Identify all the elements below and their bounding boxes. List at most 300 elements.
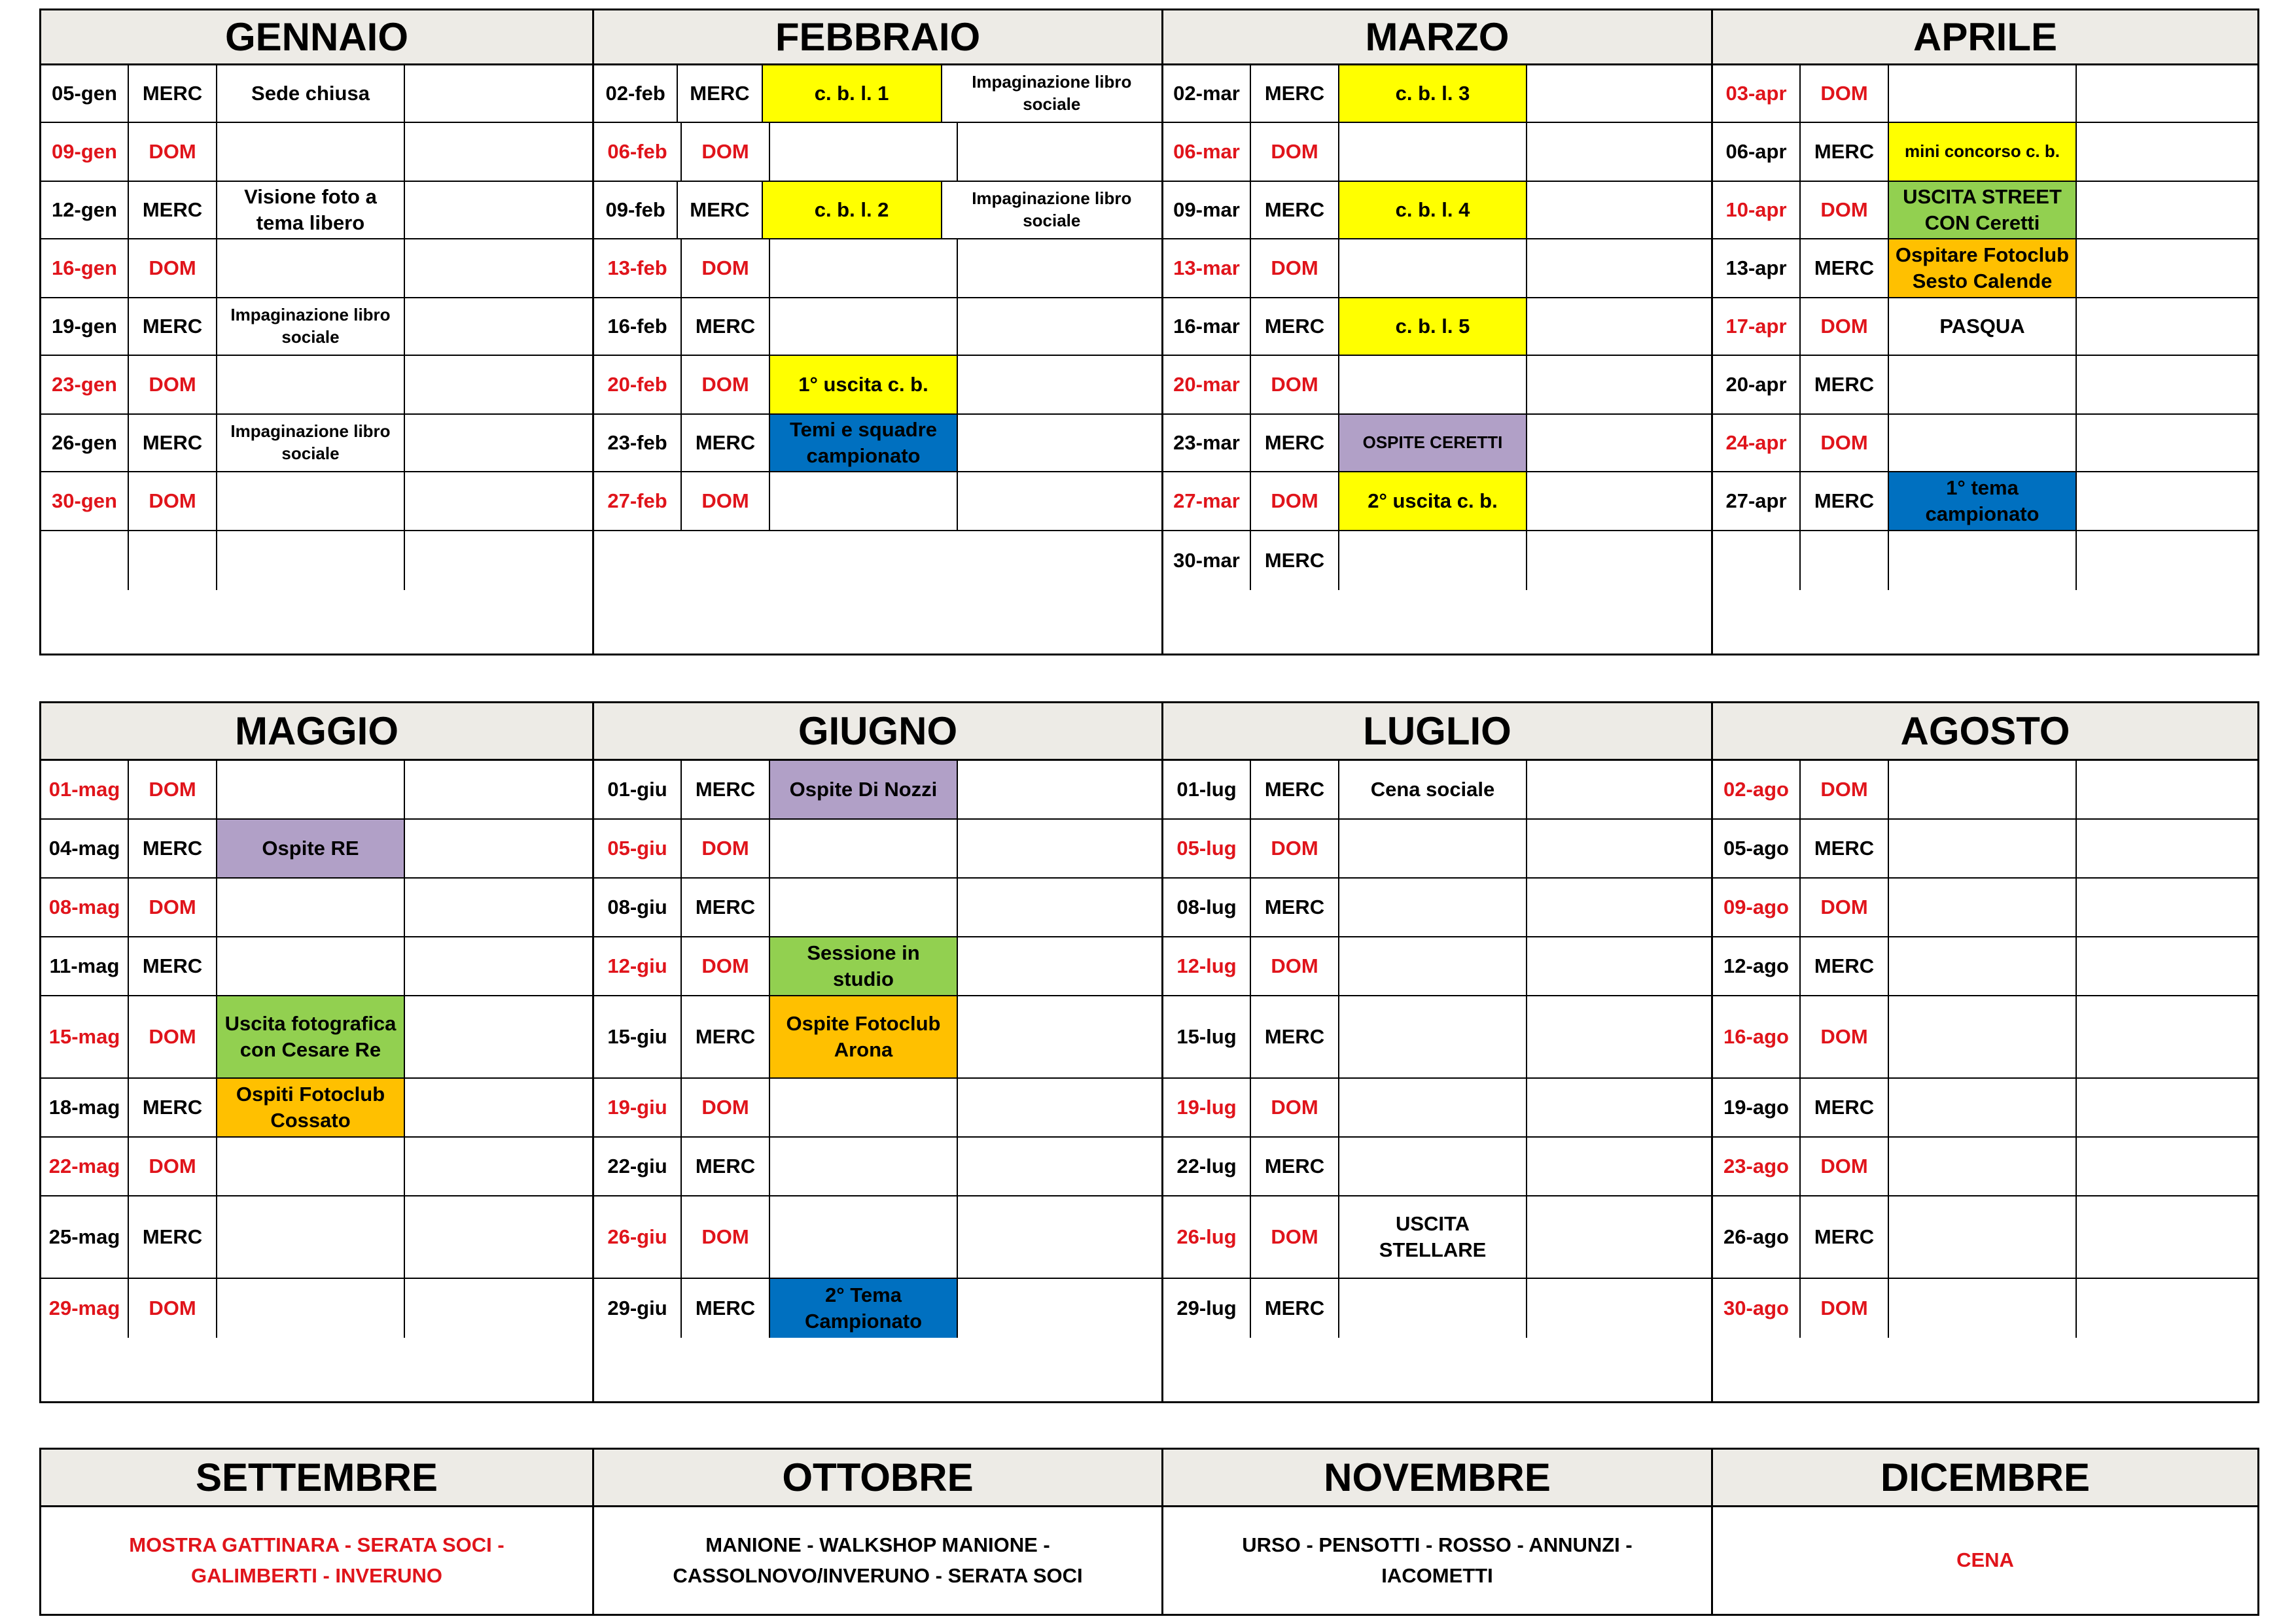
day-row <box>1713 879 2257 937</box>
weekday-cell: MERC <box>682 298 770 355</box>
day-row <box>41 1079 592 1138</box>
calendar-band-may-aug <box>39 701 2259 1403</box>
notes-cell <box>2077 123 2257 181</box>
day-row <box>1163 182 1711 239</box>
notes-cell <box>2077 65 2257 122</box>
notes-cell <box>405 239 592 297</box>
day-row <box>41 820 592 879</box>
event-cell <box>217 1138 405 1195</box>
date-cell: 02-mar <box>1163 65 1251 122</box>
event-cell: Visione foto a tema libero <box>217 182 405 238</box>
month-title: AGOSTO <box>1713 703 2257 761</box>
event-cell: 1° tema campionato <box>1889 472 2077 530</box>
notes-cell <box>1527 65 1711 122</box>
notes-cell <box>405 820 592 877</box>
day-row <box>594 1138 1161 1196</box>
notes-cell <box>1527 298 1711 355</box>
notes-cell <box>958 879 1161 936</box>
notes-cell <box>958 820 1161 877</box>
date-cell: 30-mar <box>1163 531 1251 590</box>
notes-cell <box>405 182 592 238</box>
month-title: GENNAIO <box>41 10 592 65</box>
event-cell <box>217 123 405 181</box>
event-cell: PASQUA <box>1889 298 2077 355</box>
weekday-cell: DOM <box>682 123 770 181</box>
day-row <box>1713 239 2257 298</box>
month-title: APRILE <box>1713 10 2257 65</box>
notes-cell <box>405 356 592 413</box>
weekday-cell: DOM <box>682 1079 770 1136</box>
notes-cell <box>405 472 592 530</box>
date-cell: 29-giu <box>594 1279 682 1338</box>
day-row <box>1163 239 1711 298</box>
date-cell: 16-gen <box>41 239 129 297</box>
date-cell: 23-gen <box>41 356 129 413</box>
weekday-cell: MERC <box>682 761 770 818</box>
notes-cell <box>405 1196 592 1278</box>
month-gennaio <box>41 10 594 654</box>
weekday-cell: DOM <box>129 239 217 297</box>
date-cell: 16-ago <box>1713 996 1801 1077</box>
day-row <box>594 239 1161 298</box>
day-row <box>41 879 592 937</box>
weekday-cell: DOM <box>129 1279 217 1338</box>
date-cell: 19-ago <box>1713 1079 1801 1136</box>
month-rows <box>1163 65 1711 654</box>
notes-cell <box>2077 1079 2257 1136</box>
notes-cell <box>958 761 1161 818</box>
weekday-cell: DOM <box>1251 239 1339 297</box>
day-row <box>1163 472 1711 531</box>
month-febbraio <box>594 10 1163 654</box>
weekday-cell: DOM <box>1251 820 1339 877</box>
event-cell <box>217 937 405 995</box>
date-cell: 27-apr <box>1713 472 1801 530</box>
notes-cell <box>2077 1196 2257 1278</box>
day-row <box>1713 937 2257 996</box>
date-cell: 25-mag <box>41 1196 129 1278</box>
date-cell: 15-lug <box>1163 996 1251 1077</box>
date-cell: 06-feb <box>594 123 682 181</box>
event-cell <box>1339 1279 1527 1338</box>
event-cell <box>770 1196 958 1278</box>
date-cell: 06-apr <box>1713 123 1801 181</box>
date-cell: 06-mar <box>1163 123 1251 181</box>
date-cell: 19-lug <box>1163 1079 1251 1136</box>
date-cell: 01-mag <box>41 761 129 818</box>
weekday-cell: MERC <box>1801 1079 1889 1136</box>
day-row <box>1163 937 1711 996</box>
notes-cell <box>405 761 592 818</box>
notes-cell <box>405 1138 592 1195</box>
event-cell <box>1889 65 2077 122</box>
month-luglio <box>1163 703 1713 1401</box>
date-cell: 12-lug <box>1163 937 1251 995</box>
date-cell: 02-feb <box>594 65 678 122</box>
weekday-cell: MERC <box>129 1079 217 1136</box>
weekday-cell <box>129 531 217 590</box>
date-cell: 12-giu <box>594 937 682 995</box>
event-cell: Impaginazione libro sociale <box>217 415 405 471</box>
month-aprile <box>1713 10 2257 654</box>
day-row <box>41 472 592 531</box>
notes-cell <box>958 472 1161 530</box>
notes-cell <box>2077 879 2257 936</box>
date-cell: 11-mag <box>41 937 129 995</box>
day-row <box>1163 1079 1711 1138</box>
month-notes: URSO - PENSOTTI - ROSSO - ANNUNZI - IACOMETTI <box>1242 1533 1633 1587</box>
notes-cell <box>405 996 592 1077</box>
day-row <box>1163 879 1711 937</box>
weekday-cell: DOM <box>129 123 217 181</box>
weekday-cell: MERC <box>1251 996 1339 1077</box>
notes-cell <box>1527 182 1711 238</box>
weekday-cell: MERC <box>1801 937 1889 995</box>
day-row <box>41 182 592 239</box>
month-notes: CENA <box>1956 1548 2014 1572</box>
day-row <box>41 65 592 123</box>
event-cell: Uscita fotografica con Cesare Re <box>217 996 405 1077</box>
month-title: FEBBRAIO <box>594 10 1161 65</box>
notes-cell <box>1527 937 1711 995</box>
day-row <box>1713 996 2257 1079</box>
weekday-cell: DOM <box>1801 182 1889 238</box>
date-cell: 26-lug <box>1163 1196 1251 1278</box>
notes-cell <box>2077 531 2257 590</box>
day-row <box>1163 123 1711 182</box>
date-cell: 12-gen <box>41 182 129 238</box>
weekday-cell: DOM <box>682 356 770 413</box>
date-cell: 04-mag <box>41 820 129 877</box>
weekday-cell: DOM <box>1251 356 1339 413</box>
date-cell: 19-giu <box>594 1079 682 1136</box>
event-cell: c. b. l. 5 <box>1339 298 1527 355</box>
day-row <box>594 1196 1161 1279</box>
day-row <box>1163 1138 1711 1196</box>
day-row <box>1713 1196 2257 1279</box>
event-cell: c. b. l. 1 <box>763 65 942 122</box>
notes-cell <box>1527 123 1711 181</box>
weekday-cell: MERC <box>129 1196 217 1278</box>
day-row <box>594 1279 1161 1338</box>
event-cell <box>770 1138 958 1195</box>
weekday-cell: MERC <box>1251 415 1339 471</box>
day-row <box>41 356 592 415</box>
weekday-cell: DOM <box>1801 1138 1889 1195</box>
date-cell: 19-gen <box>41 298 129 355</box>
event-cell <box>217 531 405 590</box>
weekday-cell: DOM <box>129 356 217 413</box>
weekday-cell: DOM <box>1801 879 1889 936</box>
weekday-cell: DOM <box>1801 996 1889 1077</box>
day-row <box>594 65 1161 123</box>
event-cell: Ospite Di Nozzi <box>770 761 958 818</box>
weekday-cell: MERC <box>129 820 217 877</box>
day-row <box>594 472 1161 531</box>
month-title: DICEMBRE <box>1713 1450 2257 1507</box>
day-row <box>594 937 1161 996</box>
date-cell: 09-mar <box>1163 182 1251 238</box>
weekday-cell: DOM <box>682 937 770 995</box>
day-row <box>1713 182 2257 239</box>
weekday-cell: DOM <box>129 472 217 530</box>
month-title: MAGGIO <box>41 703 592 761</box>
event-cell <box>1889 937 2077 995</box>
notes-cell <box>2077 239 2257 297</box>
notes-cell <box>1527 356 1711 413</box>
notes-cell <box>2077 1138 2257 1195</box>
weekday-cell: MERC <box>129 182 217 238</box>
notes-cell <box>958 996 1161 1077</box>
notes-cell <box>405 65 592 122</box>
event-cell <box>1339 820 1527 877</box>
event-cell: 2° uscita c. b. <box>1339 472 1527 530</box>
event-cell: 1° uscita c. b. <box>770 356 958 413</box>
date-cell: 05-lug <box>1163 820 1251 877</box>
weekday-cell: DOM <box>682 239 770 297</box>
event-cell <box>770 472 958 530</box>
event-cell <box>1889 1138 2077 1195</box>
date-cell: 01-lug <box>1163 761 1251 818</box>
month-agosto <box>1713 703 2257 1401</box>
notes-cell <box>405 415 592 471</box>
month-rows <box>594 761 1161 1401</box>
date-cell: 27-feb <box>594 472 682 530</box>
notes-cell <box>1527 820 1711 877</box>
date-cell: 24-apr <box>1713 415 1801 471</box>
weekday-cell: MERC <box>1251 182 1339 238</box>
day-row <box>594 879 1161 937</box>
event-cell <box>770 1079 958 1136</box>
event-cell <box>1339 531 1527 590</box>
date-cell: 23-ago <box>1713 1138 1801 1195</box>
date-cell: 16-feb <box>594 298 682 355</box>
date-cell: 30-ago <box>1713 1279 1801 1338</box>
day-row <box>41 415 592 472</box>
date-cell: 30-gen <box>41 472 129 530</box>
date-cell: 13-feb <box>594 239 682 297</box>
month-rows <box>41 65 592 654</box>
weekday-cell: MERC <box>682 879 770 936</box>
notes-cell <box>405 298 592 355</box>
date-cell: 01-giu <box>594 761 682 818</box>
event-cell <box>1889 761 2077 818</box>
weekday-cell: MERC <box>1801 239 1889 297</box>
month-rows <box>1713 65 2257 654</box>
month-rows <box>594 65 1161 654</box>
date-cell: 22-giu <box>594 1138 682 1195</box>
month-title: LUGLIO <box>1163 703 1711 761</box>
weekday-cell: MERC <box>682 1279 770 1338</box>
date-cell: 23-feb <box>594 415 682 471</box>
weekday-cell: MERC <box>1251 298 1339 355</box>
notes-cell <box>405 123 592 181</box>
day-row <box>1163 356 1711 415</box>
event-cell <box>1339 1079 1527 1136</box>
event-cell <box>1889 1196 2077 1278</box>
day-row <box>1713 123 2257 182</box>
notes-cell <box>2077 937 2257 995</box>
date-cell: 05-ago <box>1713 820 1801 877</box>
calendar-band-jan-apr <box>39 9 2259 655</box>
weekday-cell: DOM <box>129 761 217 818</box>
notes-cell <box>1527 531 1711 590</box>
day-row <box>594 820 1161 879</box>
day-row <box>41 996 592 1079</box>
date-cell: 09-ago <box>1713 879 1801 936</box>
day-row <box>41 239 592 298</box>
event-cell <box>1339 123 1527 181</box>
notes-cell <box>2077 761 2257 818</box>
event-cell: Ospitare Fotoclub Sesto Calende <box>1889 239 2077 297</box>
event-cell <box>1339 937 1527 995</box>
notes-cell <box>958 123 1161 181</box>
event-cell: Ospite Fotoclub Arona <box>770 996 958 1077</box>
weekday-cell: MERC <box>1801 472 1889 530</box>
date-cell <box>1713 531 1801 590</box>
day-row <box>41 1279 592 1338</box>
day-row <box>1163 996 1711 1079</box>
weekday-cell: DOM <box>1251 1079 1339 1136</box>
day-row <box>1163 531 1711 590</box>
event-cell <box>1339 1138 1527 1195</box>
event-cell <box>217 472 405 530</box>
notes-cell <box>1527 996 1711 1077</box>
event-cell <box>1889 820 2077 877</box>
event-cell <box>770 820 958 877</box>
notes-cell <box>958 937 1161 995</box>
weekday-cell: DOM <box>1801 761 1889 818</box>
event-cell: c. b. l. 3 <box>1339 65 1527 122</box>
month-notes: MOSTRA GATTINARA - SERATA SOCI - GALIMBERTI - INVERUNO <box>129 1533 504 1587</box>
notes-cell <box>1527 472 1711 530</box>
notes-cell <box>405 879 592 936</box>
weekday-cell: DOM <box>1801 298 1889 355</box>
day-row <box>1713 1279 2257 1338</box>
event-cell <box>217 356 405 413</box>
weekday-cell: MERC <box>1801 123 1889 181</box>
month-novembre <box>1163 1450 1713 1614</box>
event-cell <box>770 123 958 181</box>
weekday-cell: DOM <box>1251 123 1339 181</box>
weekday-cell: DOM <box>682 1196 770 1278</box>
month-rows <box>1713 761 2257 1401</box>
notes-cell <box>1527 1079 1711 1136</box>
event-cell <box>1889 879 2077 936</box>
notes-cell <box>958 415 1161 471</box>
weekday-cell: MERC <box>1801 356 1889 413</box>
event-cell <box>1339 996 1527 1077</box>
date-cell: 23-mar <box>1163 415 1251 471</box>
event-cell: OSPITE CERETTI <box>1339 415 1527 471</box>
date-cell: 02-ago <box>1713 761 1801 818</box>
day-row <box>594 415 1161 472</box>
notes-cell <box>958 1196 1161 1278</box>
event-cell: Temi e squadre campionato <box>770 415 958 471</box>
day-row <box>1163 761 1711 820</box>
day-row <box>41 1138 592 1196</box>
event-cell <box>770 239 958 297</box>
event-cell <box>770 298 958 355</box>
weekday-cell: DOM <box>1801 65 1889 122</box>
date-cell: 27-mar <box>1163 472 1251 530</box>
month-ottobre <box>594 1450 1163 1614</box>
date-cell: 08-lug <box>1163 879 1251 936</box>
event-cell <box>217 239 405 297</box>
notes-cell <box>2077 820 2257 877</box>
month-title: NOVEMBRE <box>1163 1450 1711 1507</box>
day-row <box>1713 298 2257 356</box>
weekday-cell <box>1801 531 1889 590</box>
event-cell: 2° Tema Campionato <box>770 1279 958 1338</box>
day-row <box>1163 65 1711 123</box>
day-row <box>1713 531 2257 590</box>
event-cell <box>1889 1279 2077 1338</box>
notes-cell <box>2077 472 2257 530</box>
event-cell: Cena sociale <box>1339 761 1527 818</box>
day-row <box>1163 1196 1711 1279</box>
day-row <box>1713 65 2257 123</box>
day-row <box>594 182 1161 239</box>
event-cell: USCITA STELLARE <box>1339 1196 1527 1278</box>
notes-cell <box>2077 182 2257 238</box>
month-notes: MANIONE - WALKSHOP MANIONE - CASSOLNOVO/INVERUNO - SERATA SOCI <box>673 1533 1083 1587</box>
weekday-cell: MERC <box>129 298 217 355</box>
notes-cell <box>2077 298 2257 355</box>
weekday-cell: MERC <box>1801 820 1889 877</box>
date-cell: 15-giu <box>594 996 682 1077</box>
day-row <box>1713 356 2257 415</box>
day-row <box>1713 472 2257 531</box>
date-cell: 05-giu <box>594 820 682 877</box>
weekday-cell: DOM <box>129 996 217 1077</box>
event-cell <box>1339 879 1527 936</box>
event-cell <box>1339 356 1527 413</box>
day-row <box>1163 298 1711 356</box>
notes-cell <box>405 531 592 590</box>
weekday-cell: MERC <box>1251 879 1339 936</box>
day-row <box>41 531 592 590</box>
weekday-cell: DOM <box>1251 472 1339 530</box>
event-cell <box>1889 996 2077 1077</box>
date-cell: 20-mar <box>1163 356 1251 413</box>
notes-cell: Impaginazione libro sociale <box>972 188 1132 230</box>
weekday-cell: MERC <box>129 65 217 122</box>
event-cell: Ospiti Fotoclub Cossato <box>217 1079 405 1136</box>
weekday-cell: MERC <box>1251 65 1339 122</box>
day-row <box>1163 820 1711 879</box>
event-cell: Sede chiusa <box>217 65 405 122</box>
notes-cell <box>2077 356 2257 413</box>
month-title: SETTEMBRE <box>41 1450 592 1507</box>
event-cell: Sessione in studio <box>770 937 958 995</box>
weekday-cell: MERC <box>1251 761 1339 818</box>
day-row <box>1713 761 2257 820</box>
notes-cell <box>2077 1279 2257 1338</box>
notes-cell <box>958 298 1161 355</box>
month-title: OTTOBRE <box>594 1450 1161 1507</box>
date-cell: 22-mag <box>41 1138 129 1195</box>
notes-cell: Impaginazione libro sociale <box>972 72 1132 114</box>
event-cell <box>217 761 405 818</box>
date-cell: 08-giu <box>594 879 682 936</box>
blank-row <box>594 531 1161 590</box>
notes-cell <box>2077 415 2257 471</box>
date-cell: 03-apr <box>1713 65 1801 122</box>
weekday-cell: DOM <box>129 1138 217 1195</box>
event-cell <box>1339 239 1527 297</box>
weekday-cell: MERC <box>129 937 217 995</box>
